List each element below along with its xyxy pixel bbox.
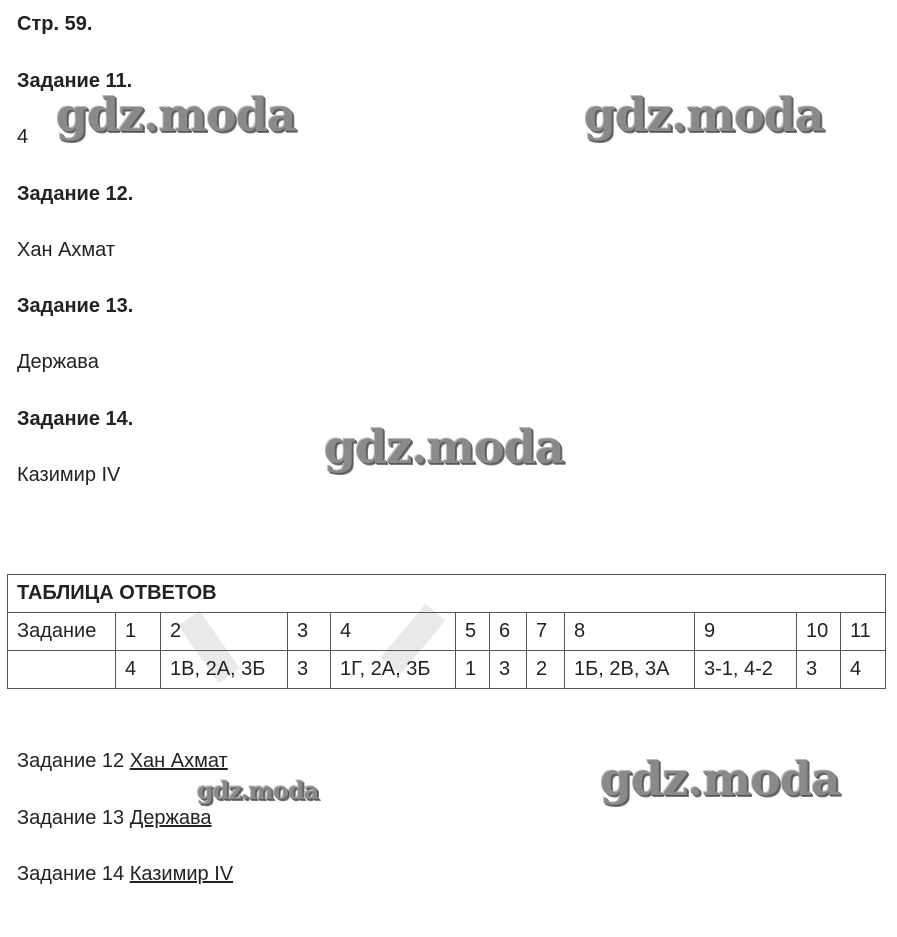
task-11-answer: 4: [17, 126, 29, 148]
table-answer-cell: [8, 651, 116, 689]
table-answer-cell: 3: [288, 651, 331, 689]
table-caption: ТАБЛИЦА ОТВЕТОВ: [8, 575, 886, 613]
table-answer-cell: 3-1, 4-2: [695, 651, 797, 689]
table-header-cell: 4: [331, 613, 456, 651]
table-answer-cell: 1: [456, 651, 490, 689]
summary-label: Задание 12: [17, 750, 125, 772]
table-header-cell: 5: [456, 613, 490, 651]
summary-line-14: [17, 863, 233, 886]
table-answer-cell: 4: [841, 651, 886, 689]
table-header-cell: 8: [565, 613, 695, 651]
table-header-cell: 10: [797, 613, 841, 651]
table-header-cell: 9: [695, 613, 797, 651]
summary-line-12: [17, 750, 228, 773]
table-caption-row: [8, 575, 886, 613]
summary-label: Задание 13: [17, 807, 125, 829]
watermark-logo: gdz.moda: [584, 88, 824, 142]
page-title: Стр. 59.: [17, 13, 93, 35]
table-header-cell: 2: [161, 613, 288, 651]
summary-answer: Хан Ахмат: [129, 750, 228, 772]
task-12-answer: Хан Ахмат: [17, 239, 115, 261]
table-answer-cell: 4: [116, 651, 161, 689]
table-header-cell: 11: [841, 613, 886, 651]
summary-answer: Казимир IV: [129, 863, 234, 885]
table-header-cell: 1: [116, 613, 161, 651]
task-11-heading: Задание 11.: [17, 70, 133, 92]
task-13-heading: Задание 13.: [17, 295, 134, 317]
task-14-answer: Казимир IV: [17, 464, 121, 486]
table-header-row: [8, 613, 886, 651]
table-answer-cell: 1Б, 2В, 3А: [565, 651, 695, 689]
answers-table: [7, 574, 886, 689]
task-14-heading: Задание 14.: [17, 408, 134, 430]
table-header-cell: 6: [490, 613, 527, 651]
table-answer-cell: 1В, 2А, 3Б: [161, 651, 288, 689]
table-header-cell: 3: [288, 613, 331, 651]
table-header-cell: Задание: [8, 613, 116, 651]
watermark-logo: gdz.moda: [324, 420, 564, 474]
summary-line-13: [17, 807, 212, 830]
watermark-logo: gdz.moda: [56, 88, 296, 142]
summary-answer: Держава: [129, 807, 212, 829]
task-13-answer: Держава: [17, 351, 99, 373]
watermark-logo: gdz.moda: [197, 776, 319, 805]
watermark-logo: gdz.moda: [600, 752, 840, 806]
table-answer-cell: 3: [797, 651, 841, 689]
summary-label: Задание 14: [17, 863, 125, 885]
table-answer-cell: 1Г, 2А, 3Б: [331, 651, 456, 689]
table-answer-cell: 3: [490, 651, 527, 689]
table-answer-cell: 2: [527, 651, 565, 689]
table-answer-row: [8, 651, 886, 689]
table-header-cell: 7: [527, 613, 565, 651]
task-12-heading: Задание 12.: [17, 183, 134, 205]
